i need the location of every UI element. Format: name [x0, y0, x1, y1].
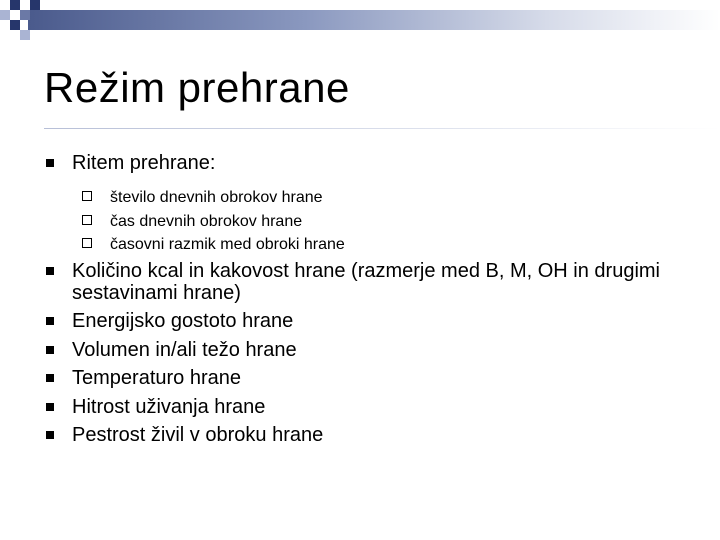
square-bullet-icon — [46, 346, 54, 354]
list-item — [44, 396, 684, 418]
list-item — [44, 152, 684, 174]
decorative-corner-squares — [0, 0, 44, 44]
sub-list-item-text: časovni razmik med obroki hrane — [110, 236, 345, 253]
slide-title: Režim prehrane — [44, 64, 350, 111]
square-bullet-icon — [46, 374, 54, 382]
list-item — [44, 367, 684, 389]
list-item — [44, 310, 684, 332]
sub-list-item — [74, 233, 684, 257]
list-item — [44, 339, 684, 361]
list-item — [44, 260, 684, 304]
square-bullet-icon — [46, 159, 54, 167]
square-bullet-icon — [46, 431, 54, 439]
hollow-square-bullet-icon — [82, 238, 92, 248]
sub-list-item — [74, 186, 684, 210]
square-bullet-icon — [46, 403, 54, 411]
title-divider — [44, 128, 720, 129]
list-item-text: Temperaturo hrane — [72, 367, 241, 389]
list-item-text: Energijsko gostoto hrane — [72, 310, 294, 332]
sub-list-item — [74, 210, 684, 234]
decorative-top-band — [28, 10, 720, 30]
square-bullet-icon — [46, 267, 54, 275]
square-bullet-icon — [46, 317, 54, 325]
hollow-square-bullet-icon — [82, 191, 92, 201]
sub-list-item-text: število dnevnih obrokov hrane — [110, 189, 323, 206]
list-item-text: Ritem prehrane: — [72, 152, 216, 174]
list-item-text: Količino kcal in kakovost hrane (razmerje med B, M, OH in drugimi sestavinami hrane) — [72, 259, 660, 304]
list-item-text: Pestrost živil v obroku hrane — [72, 424, 324, 446]
bullet-list — [44, 152, 684, 453]
sub-list — [44, 186, 684, 257]
list-item — [44, 424, 684, 446]
list-item-text: Volumen in/ali težo hrane — [72, 338, 297, 361]
sub-list-item-text: čas dnevnih obrokov hrane — [110, 212, 303, 230]
hollow-square-bullet-icon — [82, 215, 92, 225]
list-item-text: Hitrost uživanja hrane — [72, 395, 266, 418]
